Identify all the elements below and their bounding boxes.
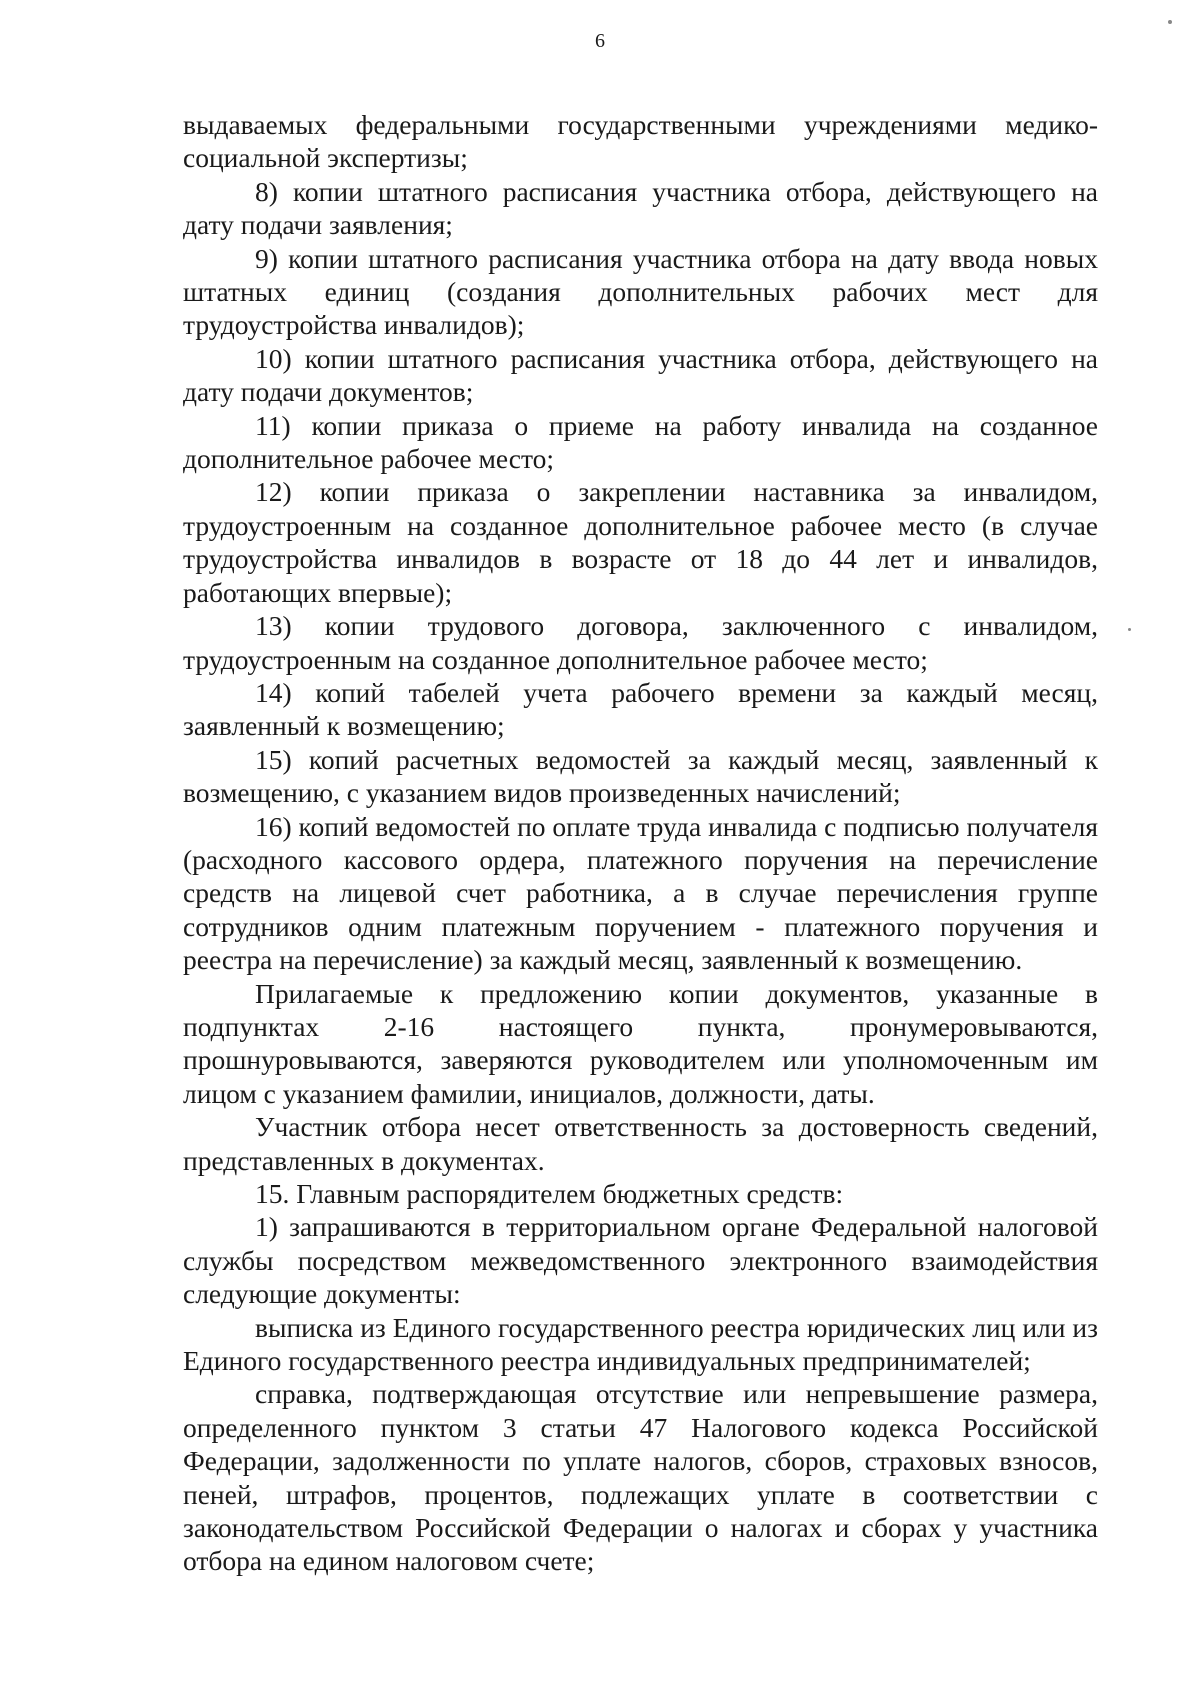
paragraph: 10) копии штатного расписания участника отбора, действующего на дату подачи документов;: [183, 342, 1098, 408]
scan-speck: [1168, 20, 1172, 24]
paragraph: 8) копии штатного расписания участника отбора, действующего на дату подачи заявления;: [183, 175, 1098, 241]
page-number: 6: [595, 30, 605, 52]
paragraph: справка, подтверждающая отсутствие или непревышение размера, определенного пунктом 3 статьи 47 Налогового кодекса Российской Федерации, задолженности по уплате налогов, сборов, страховых взносов, пеней, штрафов, процентов, подлежащих уплате в соответствии с законодательством Российской Федерации о налогах и сборах у участника отбора на едином налоговом счете;: [183, 1378, 1098, 1577]
paragraph: 14) копий табелей учета рабочего времени за каждый месяц, заявленный к возмещению;: [183, 676, 1098, 742]
paragraph: 13) копии трудового договора, заключенного с инвалидом, трудоустроенным на созданное дополнительное рабочее место;: [183, 610, 1098, 675]
paragraph: Прилагаемые к предложению копии документов, указанные в подпунктах 2-16 настоящего пункта, пронумеровываются, прошнуровываются, заверяются руководителем или уполномоченным им лицом с указанием фамилии, инициалов, должности, даты.: [183, 977, 1098, 1109]
paragraph: 12) копии приказа о закреплении наставника за инвалидом, трудоустроенным на созданное дополнительное рабочее место (в случае трудоустройства инвалидов в возрасте от 18 до 44 лет и инвалидов, работающих впервые);: [183, 476, 1098, 608]
document-body: [183, 108, 1098, 1578]
paragraph: 9) копии штатного расписания участника отбора на дату ввода новых штатных единиц (создания дополнительных рабочих мест для трудоустройства инвалидов);: [183, 242, 1098, 341]
paragraph: Участник отбора несет ответственность за достоверность сведений, представленных в документах.: [183, 1111, 1098, 1176]
paragraph: 15) копий расчетных ведомостей за каждый месяц, заявленный к возмещению, с указанием видов произведенных начислений;: [183, 743, 1098, 809]
paragraph: 1) запрашиваются в территориальном органе Федеральной налоговой службы посредством межведомственного электронного взаимодействия следующие документы:: [183, 1211, 1098, 1310]
paragraph: выдаваемых федеральными государственными учреждениями медико-социальной экспертизы;: [183, 109, 1098, 174]
paragraph: выписка из Единого государственного реестра юридических лиц или из Единого государственного реестра индивидуальных предпринимателей;: [183, 1311, 1098, 1377]
paragraph: 11) копии приказа о приеме на работу инвалида на созданное дополнительное рабочее место;: [183, 409, 1098, 475]
scan-speck: [1128, 628, 1131, 631]
paragraph: 16) копий ведомостей по оплате труда инвалида с подписью получателя (расходного кассового ордера, платежного поручения на перечисление средств на лицевой счет работника, а в случае перечисления группе сотрудников одним платежным поручением - платежного поручения и реестра на перечисление) за каждый месяц, заявленный к возмещению.: [183, 810, 1098, 976]
paragraph: 15. Главным распорядителем бюджетных средств:: [255, 1178, 844, 1209]
